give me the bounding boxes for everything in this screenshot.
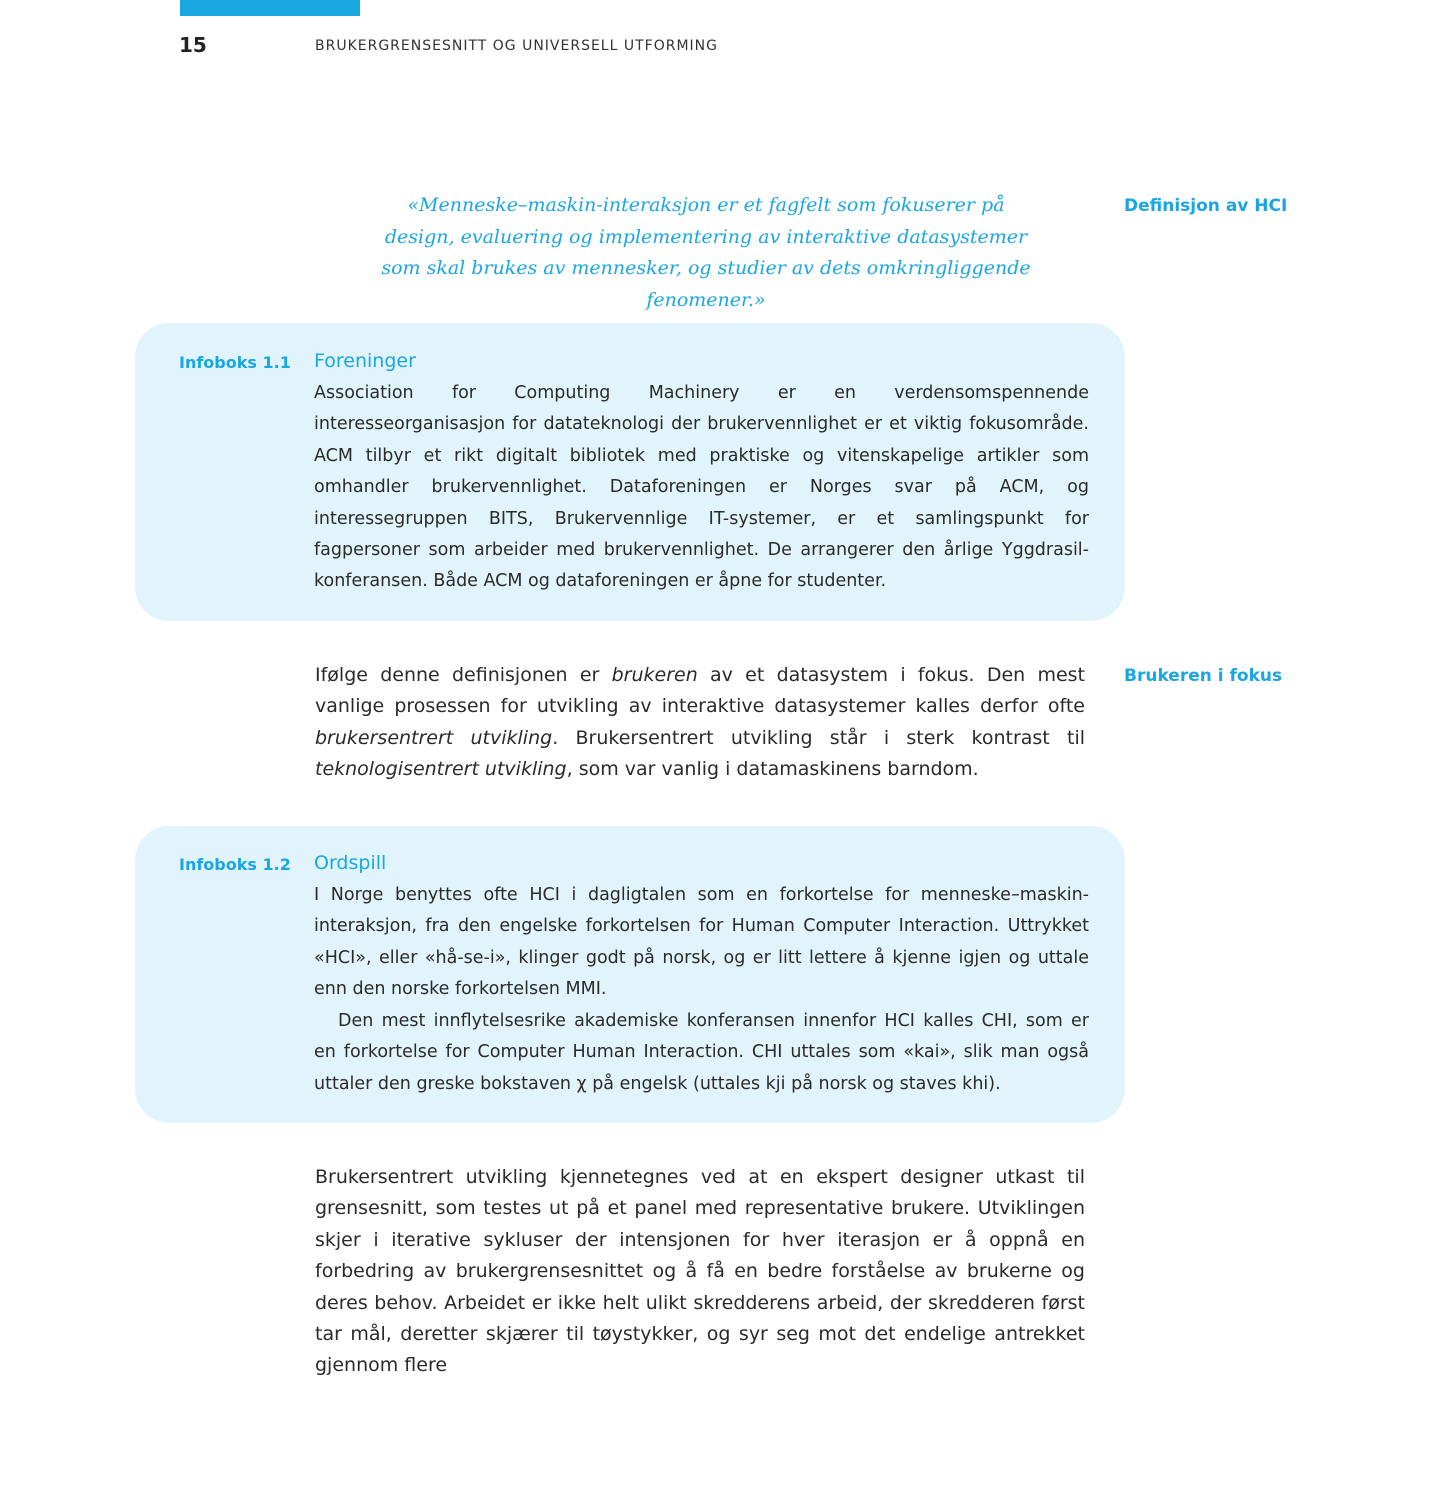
infobox-title: Ordspill	[314, 852, 387, 874]
text-run: . Brukersentrert utvikling står i sterk kontrast til	[552, 726, 1086, 749]
infobox-2	[135, 826, 1125, 1123]
text-run: , som var vanlig i datamaskinens barndom.	[566, 758, 979, 781]
infobox-text: I Norge benyttes ofte HCI i dagligtalen som en forkortelse for menneske–maskin-interaksjon, fra den engelske forkortelsen for Human Computer Interaction. Uttrykket «HCI», eller «hå-se-i», klinger godt på norsk, og er litt lettere å kjenne igjen og uttale enn den norske forkortelsen MMI.	[314, 885, 1089, 1000]
infobox-text: Association for Computing Machinery er en verdensomspennende interesseorganisasjon for datateknologi der brukervennlighet er et viktig fokusområde. ACM tilbyr et rikt digitalt bibliotek med praktiske og vitenskapelige artikler som omhandler brukervennlighet. Dataforeningen er Norges svar på ACM, og interessegruppen BITS, Brukervennlige IT-systemer, er et samlingspunkt for fagpersoner som arbeider med brukervennlighet. De arrangerer den årlige Yggdrasil-konferansen. Både ACM og dataforeningen er åpne for studenter.	[314, 383, 1089, 592]
hci-definition-quote: «Menneske–maskin-interaksjon er et fagfelt som fokuserer på design, evaluering og implementering av interaktive datasystemer som skal brukes av mennesker, og studier av dets omkringliggende fenomener.»	[381, 194, 1031, 311]
body-paragraph-user-centered-development: Brukersentrert utvikling kjennetegnes ved at en ekspert designer utkast til grensesnitt, som testes ut på et panel med representative brukere. Utviklingen skjer i iterative sykluser der intensjonen for hver iterasjon er å oppnå en forbedring av brukergrensesnittet og å få en bedre forståelse av brukerne og deres behov. Arbeidet er ikke helt ulikt skredderens arbeid, der skredderen først tar mål, deretter skjærer til tøystykker, og syr seg mot det endelige antrekket gjennom flere	[315, 1166, 1085, 1377]
infobox-title: Foreninger	[314, 350, 416, 372]
margin-note-definition: Definisjon av HCI	[1124, 196, 1288, 216]
page-number: 15	[179, 33, 207, 57]
margin-note-user-focus: Brukeren i fokus	[1124, 666, 1283, 686]
running-head: BRUKERGRENSESNITT OG UNIVERSELL UTFORMING	[315, 38, 718, 54]
text-run: Ifølge denne definisjonen er	[315, 664, 612, 686]
body-paragraph-user-focus	[315, 660, 1085, 786]
infobox-label: Infoboks 1.1	[179, 353, 291, 372]
infobox-1	[135, 323, 1125, 621]
text-run: av et datasystem i fokus. Den mest vanlige prosessen for utvikling av interaktive datasystemer kalles derfor ofte	[315, 664, 1085, 718]
emphasis-term: teknologisentrert utvikling	[315, 758, 567, 781]
header-accent-bar	[180, 0, 360, 16]
emphasis-term: brukersentrert utvikling	[315, 726, 553, 749]
infobox-label: Infoboks 1.2	[179, 855, 291, 874]
emphasis-term: brukeren	[611, 664, 698, 686]
infobox-text: Den mest innflytelsesrike akademiske konferansen innenfor HCI kalles CHI, som er en forkortelse for Computer Human Interaction. CHI uttales som «kai», slik man også uttaler den greske bokstaven χ på engelsk (uttales kji på norsk og staves khi).	[314, 1011, 1089, 1094]
